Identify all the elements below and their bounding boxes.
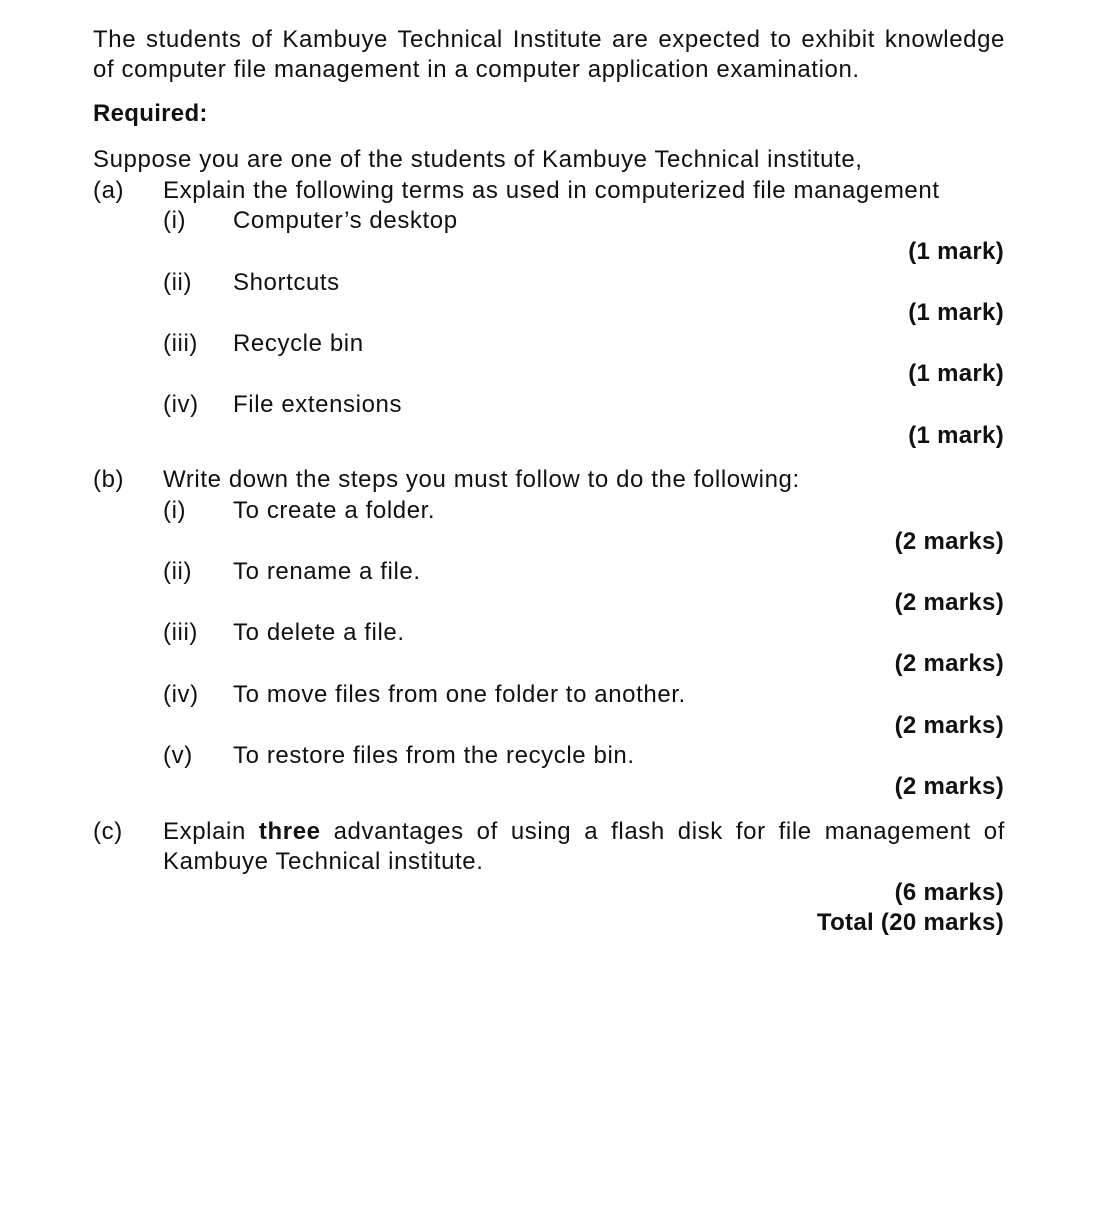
suppose-text: Suppose you are one of the students of Kambuye Technical institute,	[93, 146, 863, 173]
part-b-prompt: Write down the steps you must follow to do the following:	[163, 466, 800, 493]
part-a-item-2-text: Shortcuts	[233, 269, 340, 296]
part-a-item-3-num: (iii)	[163, 330, 198, 357]
part-b-item-3-num: (iii)	[163, 619, 198, 646]
part-c-prompt-before: Explain	[163, 818, 246, 845]
part-a-item-1-text: Computer’s desktop	[233, 207, 458, 234]
part-b-item-4-marks: (2 marks)	[894, 712, 1004, 739]
part-a-item-2-num: (ii)	[163, 269, 193, 296]
intro-line-2: of computer file management in a computer application examination.	[93, 56, 860, 83]
part-b-item-1-marks: (2 marks)	[894, 528, 1004, 555]
part-a-item-4-num: (iv)	[163, 391, 199, 418]
part-b-item-1-text: To create a folder.	[233, 497, 436, 524]
part-c-marks: (6 marks)	[894, 879, 1004, 906]
part-a-label: (a)	[93, 177, 125, 204]
part-c-prompt-line-1	[163, 817, 1005, 847]
total-marks: Total (20 marks)	[816, 909, 1004, 936]
part-b-item-3-marks: (2 marks)	[894, 650, 1004, 677]
part-a-prompt: Explain the following terms as used in computerized file management	[163, 177, 940, 204]
part-b-item-4-num: (iv)	[163, 681, 199, 708]
part-a-item-3-marks: (1 mark)	[908, 360, 1004, 387]
part-c-prompt-emphasis: three	[258, 818, 321, 845]
intro-line-1: The students of Kambuye Technical Institute are expected to exhibit knowledge	[93, 26, 1005, 53]
part-a-item-4-text: File extensions	[233, 391, 403, 418]
part-c-prompt-line-2: Kambuye Technical institute.	[163, 848, 484, 875]
part-b-item-2-text: To rename a file.	[233, 558, 421, 585]
part-a-item-1-num: (i)	[163, 207, 187, 234]
part-a-item-3-text: Recycle bin	[233, 330, 364, 357]
part-b-item-4-text: To move files from one folder to another.	[233, 681, 686, 708]
part-c-label: (c)	[93, 818, 123, 845]
part-b-label: (b)	[93, 466, 125, 493]
part-b-item-3-text: To delete a file.	[233, 619, 405, 646]
part-b-item-1-num: (i)	[163, 497, 187, 524]
part-b-item-5-marks: (2 marks)	[894, 773, 1004, 800]
part-b-item-5-text: To restore files from the recycle bin.	[233, 742, 635, 769]
part-b-item-2-num: (ii)	[163, 558, 193, 585]
part-b-item-5-num: (v)	[163, 742, 193, 769]
part-a-item-4-marks: (1 mark)	[908, 422, 1004, 449]
part-a-item-1-marks: (1 mark)	[908, 238, 1004, 265]
required-heading: Required:	[93, 100, 208, 127]
part-b-item-2-marks: (2 marks)	[894, 589, 1004, 616]
part-c-prompt-after: advantages of using a flash disk for file management of	[333, 818, 1005, 845]
part-a-item-2-marks: (1 mark)	[908, 299, 1004, 326]
